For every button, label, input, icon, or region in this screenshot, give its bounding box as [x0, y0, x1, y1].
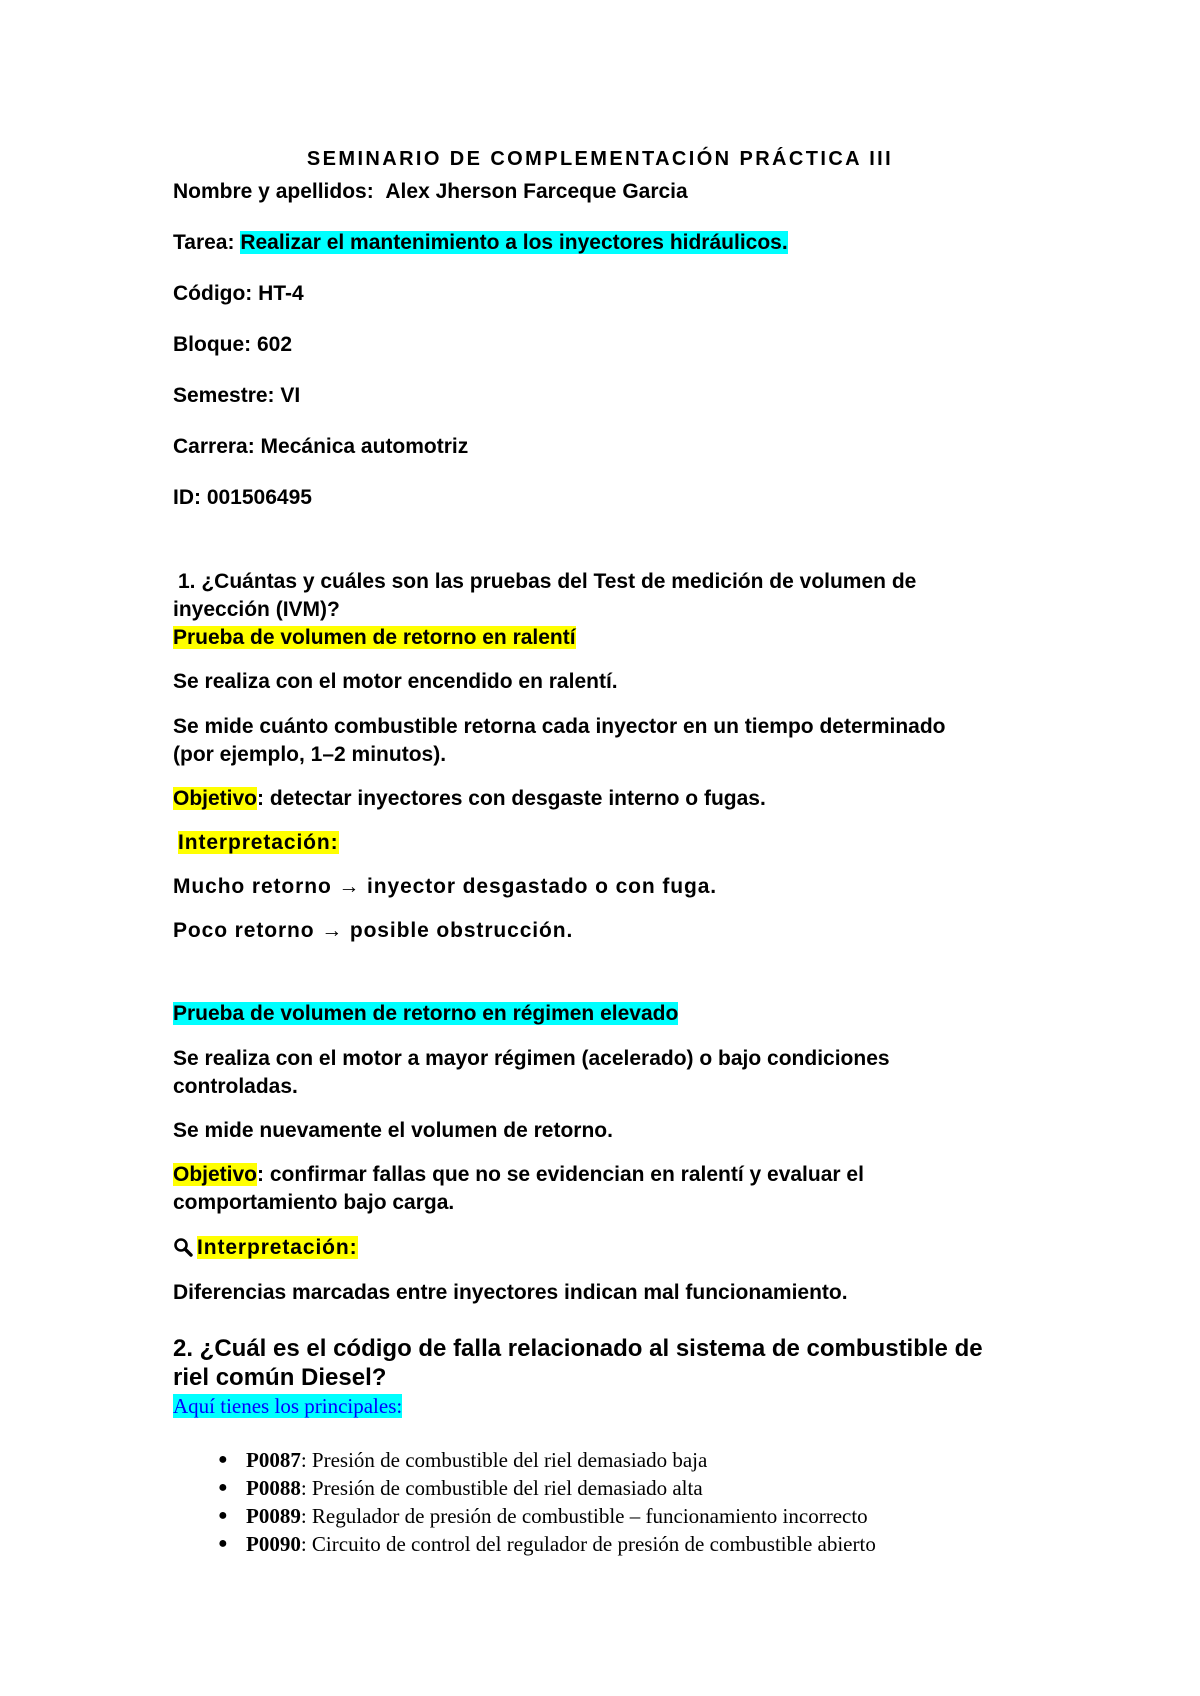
test1-p1: Se realiza con el motor encendido en ralentí.: [173, 670, 618, 693]
fault-desc: : Circuito de control del regulador de presión de combustible abierto: [300, 1532, 876, 1556]
fault-code-list: [173, 1446, 876, 1558]
tarea-value: Realizar el mantenimiento a los inyectores hidráulicos.: [240, 231, 788, 254]
carrera-line: Carrera: Mecánica automotriz: [173, 435, 469, 458]
test2-heading: Prueba de volumen de retorno en régimen elevado: [173, 1002, 679, 1025]
test1-p2b: (por ejemplo, 1–2 minutos).: [173, 743, 447, 766]
test1-interp-label: Interpretación:: [178, 831, 339, 854]
fault-code: P0087: [246, 1448, 301, 1472]
codigo-line: Código: HT-4: [173, 282, 304, 305]
fault-desc: : Regulador de presión de combustible – funcionamiento incorrecto: [300, 1504, 868, 1528]
tarea-label: Tarea:: [173, 231, 235, 254]
fault-code: P0089: [246, 1504, 301, 1528]
tarea-line: [173, 229, 788, 257]
fault-desc: : Presión de combustible del riel demasiado baja: [300, 1448, 708, 1472]
objetivo-label: Objetivo: [173, 1163, 258, 1186]
bullet-icon: ●: [218, 1479, 228, 1496]
document-title: SEMINARIO DE COMPLEMENTACIÓN PRÁCTICA III: [306, 148, 894, 170]
nombre-line: [173, 178, 688, 206]
test2-interp1: Diferencias marcadas entre inyectores indican mal funcionamiento.: [173, 1281, 848, 1304]
semestre-line: Semestre: VI: [173, 384, 301, 407]
question-2-line2: riel común Diesel?: [173, 1364, 387, 1391]
test2-interp-label-line: Interpretación:: [173, 1234, 358, 1262]
test2-p2: Se mide nuevamente el volumen de retorno.: [173, 1119, 613, 1142]
question-2-line1: 2. ¿Cuál es el código de falla relacionado al sistema de combustible de: [173, 1335, 983, 1362]
fault-desc: : Presión de combustible del riel demasiado alta: [300, 1476, 703, 1500]
list-item: [173, 1474, 876, 1502]
list-item: [173, 1502, 876, 1530]
question-2-intro: Aquí tienes los principales:: [173, 1394, 403, 1418]
fault-code: P0088: [246, 1476, 301, 1500]
test1-objetivo: Objetivo: detectar inyectores con desgaste interno o fugas.: [173, 787, 766, 810]
bullet-icon: ●: [218, 1535, 228, 1552]
bullet-icon: ●: [218, 1507, 228, 1524]
nombre-label: Nombre y apellidos:: [173, 180, 374, 203]
test2-p1b: controladas.: [173, 1075, 298, 1098]
objetivo-label: Objetivo: [173, 787, 258, 810]
test1-p2a: Se mide cuánto combustible retorna cada inyector en un tiempo determinado: [173, 715, 946, 738]
bloque-line: Bloque: 602: [173, 333, 293, 356]
test1-interp1: Mucho retorno → inyector desgastado o con fuga.: [173, 875, 718, 898]
nombre-value: Alex Jherson Farceque Garcia: [385, 180, 688, 203]
test2-objetivo-a: Objetivo: confirmar fallas que no se evidencian en ralentí y evaluar el: [173, 1163, 864, 1186]
test1-interp2: Poco retorno → posible obstrucción.: [173, 919, 574, 942]
fault-code: P0090: [246, 1532, 301, 1556]
test2-p1a: Se realiza con el motor a mayor régimen (acelerado) o bajo condiciones: [173, 1047, 890, 1070]
bullet-icon: ●: [218, 1451, 228, 1468]
list-item: [173, 1446, 876, 1474]
test1-heading: Prueba de volumen de retorno en ralentí: [173, 626, 576, 649]
magnifier-icon: [173, 1237, 193, 1257]
test2-objetivo-b: comportamiento bajo carga.: [173, 1191, 455, 1214]
id-line: ID: 001506495: [173, 486, 312, 509]
list-item: [173, 1530, 876, 1558]
question-1-line1: 1. ¿Cuántas y cuáles son las pruebas del Test de medición de volumen de: [178, 570, 917, 593]
question-1-line2: inyección (IVM)?: [173, 598, 340, 621]
